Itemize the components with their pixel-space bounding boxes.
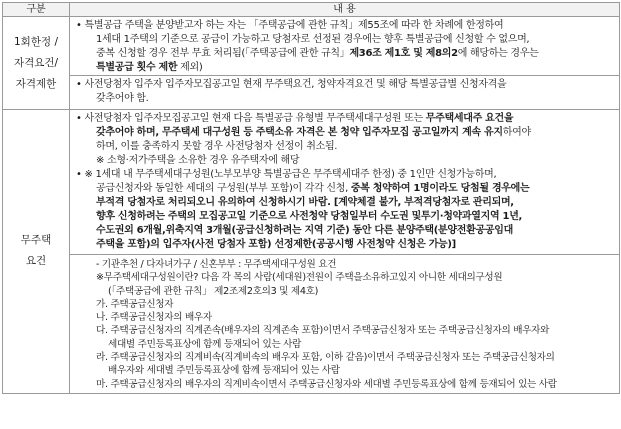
bullet-paragraph: • 특별공급 주택을 분양받고자 하는 자는 「주택공급에 관한 규칙」제55조에 따라 한 차례에 한정하여 xyxy=(76,20,504,31)
row-label-one-time xyxy=(3,17,70,110)
text-line: 중복 신청할 경우 전부 무효 처리됨(「주택공급에 관한 규칙」제36조 제1호 및 제8의2에 해당하는 경우는 xyxy=(96,48,539,59)
text-line: 갖추어야 하며, 무주택세 대구성원 등 주택소유 자격은 본 청약 입주자모집 공고일까지 계속 유지하여야 xyxy=(96,127,531,138)
row-content-one-time xyxy=(70,17,620,110)
bullet-paragraph: • ※ 1세대 내 무주택세대구성원(노부모부양 특별공급은 무주택세대주 한정) 중 1인만 신청가능하며, xyxy=(76,169,497,180)
eligibility-table xyxy=(2,2,620,394)
text-line: 향후 신청하려는 주택의 모집공고일 기준으로 사전청약 당첨일부터 수도권 및투기·청약과열지역 1년, xyxy=(96,211,523,222)
text-line: ※ 소형·저가주택을 소유한 경우 유주택자에 해당 xyxy=(96,155,300,166)
sub-section xyxy=(70,254,619,391)
list-item: 마. 주택공급신청자의 배우자의 직계비속이면서 주택공급신청자와 세대별 주민등록표상에 함께 등재되어 있는 사람 xyxy=(96,378,557,390)
table-row xyxy=(3,17,620,110)
header-content: 내 용 xyxy=(70,3,620,17)
list-item: 라. 주택공급신청자의 직계비속(직계비속의 배우자 포함, 이하 같음)이면서 주택공급신청자 또는 주택공급신청자의 xyxy=(96,352,555,364)
row-label-homeless xyxy=(3,110,70,394)
table-row xyxy=(3,110,620,394)
text-line: 특별공급 횟수 제한 제외) xyxy=(96,62,203,73)
text-line: 갖추어야 함. xyxy=(96,93,149,104)
list-item: 가. 주택공급신청자 xyxy=(96,298,174,310)
list-item: 배우자와 세대별 주민등록표상에 함께 등재되어 있는 사람 xyxy=(108,365,340,377)
list-item: 세대별 주민등록표상에 함께 등재되어 있는 사람 xyxy=(108,338,302,350)
text-line: ※무주택세대구성원이란? 다음 각 목의 사람(세대원)전원이 주택을소유하고있지 아니한 세대의구성원 xyxy=(96,272,503,284)
label-line: 1회한정 / xyxy=(14,35,58,48)
label-line: 요건 xyxy=(25,255,47,268)
header-row xyxy=(3,3,620,17)
text-line: 수도권외 6개월,위축지역 3개월(공급신청하려는 지역 기준) 동안 다른 분양주택(분양전환공공임대 xyxy=(96,225,513,236)
list-item: 다. 주택공급신청자의 직계존속(배우자의 직계존속 포함)이면서 주택공급신청자 또는 주택공급신청자의 배우자와 xyxy=(96,325,550,337)
text-line: 하며, 이를 충족하지 못할 경우 사전당첨자 선정이 취소됨. xyxy=(96,141,338,152)
bullet-paragraph: • 사전당첨자 입주자 입주자모집공고일 현재 무주택요건, 청약자격요건 및 해당 특별공급별 신청자격을 xyxy=(76,79,507,90)
text-line: 주택을 포함)의 입주자(사전 당첨자 포함) 선정제한(공공시행 사전청약 신청은 가능)] xyxy=(96,239,456,250)
label-line: 자격제한 xyxy=(15,77,57,90)
text-line: (「주택공급에 관한 규칙」 제2조제2호의3 및 제4호) xyxy=(108,285,319,297)
list-item: 나. 주택공급신청자의 배우자 xyxy=(96,312,212,324)
label-line: 자격요건/ xyxy=(13,56,59,69)
text-line: 부적격 당첨자로 처리되오니 유의하여 신청하시기 바람. [계약체결 불가, 부적격당첨자로 관리되며, xyxy=(96,197,514,208)
text-line: - 기관추천 / 다자녀가구 / 신혼부부 : 무주택세대구성원 요건 xyxy=(96,259,337,270)
text-line: 1세대 1주택의 기준으로 공급이 가능하고 당첨자로 선정된 경우에는 향후 특별공급에 신청할 수 없으며, xyxy=(96,34,530,45)
sub-section xyxy=(70,75,619,107)
label-line: 무주택 xyxy=(20,234,52,247)
bullet-paragraph: • 사전당첨자 입주자모집공고일 현재 다음 특별공급 유형별 무주택세대구성원 또는 무주택세대주 요건을 xyxy=(76,113,514,124)
header-category: 구분 xyxy=(3,3,70,17)
text-line: 공급신청자와 동일한 세대의 구성원(부부 포함)이 각각 신청, 중복 청약하여 1명이라도 당첨될 경우에는 xyxy=(96,183,530,194)
row-content-homeless xyxy=(70,110,620,394)
